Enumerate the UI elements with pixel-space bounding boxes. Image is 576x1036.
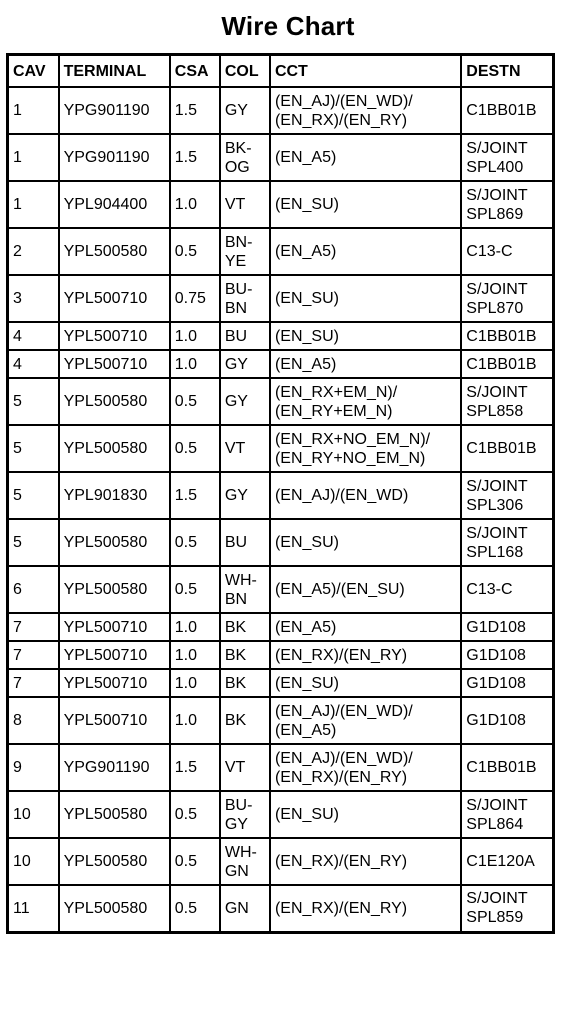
table-row (8, 885, 554, 932)
cell-col: BK (220, 669, 270, 697)
cell-destn: C13-C (461, 228, 553, 275)
cell-cav: 5 (8, 519, 59, 566)
cell-csa: 1.0 (170, 181, 220, 228)
cell-cct: (EN_SU) (270, 181, 461, 228)
table-row (8, 378, 554, 425)
cell-cav: 10 (8, 838, 59, 885)
header-cav: CAV (8, 55, 59, 88)
table-row (8, 744, 554, 791)
cell-destn: S/JOINT SPL858 (461, 378, 553, 425)
cell-cct: (EN_RX)/(EN_RY) (270, 641, 461, 669)
cell-destn: S/JOINT SPL859 (461, 885, 553, 932)
table-row (8, 350, 554, 378)
cell-csa: 1.0 (170, 350, 220, 378)
cell-cct: (EN_SU) (270, 322, 461, 350)
cell-terminal: YPG901190 (59, 744, 170, 791)
table-row (8, 519, 554, 566)
cell-destn: G1D108 (461, 641, 553, 669)
cell-cct: (EN_SU) (270, 669, 461, 697)
table-row (8, 181, 554, 228)
cell-cav: 2 (8, 228, 59, 275)
table-row (8, 566, 554, 613)
cell-terminal: YPL500580 (59, 519, 170, 566)
table-row (8, 425, 554, 472)
cell-col: WH- GN (220, 838, 270, 885)
cell-cct: (EN_A5)/(EN_SU) (270, 566, 461, 613)
cell-csa: 0.5 (170, 425, 220, 472)
cell-col: BK (220, 613, 270, 641)
cell-csa: 0.75 (170, 275, 220, 322)
cell-destn: C1BB01B (461, 744, 553, 791)
cell-csa: 1.0 (170, 697, 220, 744)
table-row (8, 613, 554, 641)
cell-col: BN- YE (220, 228, 270, 275)
cell-col: GY (220, 378, 270, 425)
cell-cct: (EN_AJ)/(EN_WD) (270, 472, 461, 519)
cell-col: VT (220, 425, 270, 472)
cell-destn: S/JOINT SPL168 (461, 519, 553, 566)
cell-terminal: YPL500580 (59, 566, 170, 613)
cell-destn: G1D108 (461, 697, 553, 744)
cell-csa: 1.0 (170, 641, 220, 669)
cell-col: BK (220, 641, 270, 669)
cell-csa: 0.5 (170, 838, 220, 885)
cell-cav: 1 (8, 181, 59, 228)
table-row (8, 87, 554, 134)
cell-terminal: YPL500710 (59, 669, 170, 697)
cell-cct: (EN_A5) (270, 350, 461, 378)
cell-destn: S/JOINT SPL400 (461, 134, 553, 181)
table-row (8, 641, 554, 669)
cell-cav: 8 (8, 697, 59, 744)
cell-destn: S/JOINT SPL864 (461, 791, 553, 838)
cell-destn: S/JOINT SPL869 (461, 181, 553, 228)
table-row (8, 275, 554, 322)
cell-terminal: YPL500710 (59, 613, 170, 641)
cell-cav: 5 (8, 378, 59, 425)
table-row (8, 322, 554, 350)
cell-cav: 1 (8, 87, 59, 134)
cell-col: BK- OG (220, 134, 270, 181)
cell-cct: (EN_SU) (270, 275, 461, 322)
cell-terminal: YPL500710 (59, 697, 170, 744)
cell-cct: (EN_AJ)/(EN_WD)/ (EN_A5) (270, 697, 461, 744)
cell-col: WH- BN (220, 566, 270, 613)
cell-cav: 5 (8, 472, 59, 519)
cell-cct: (EN_A5) (270, 228, 461, 275)
cell-col: VT (220, 181, 270, 228)
cell-destn: C1BB01B (461, 87, 553, 134)
table-row (8, 791, 554, 838)
cell-col: VT (220, 744, 270, 791)
cell-cav: 11 (8, 885, 59, 932)
cell-destn: C1BB01B (461, 322, 553, 350)
cell-destn: C13-C (461, 566, 553, 613)
cell-cav: 7 (8, 613, 59, 641)
table-row (8, 228, 554, 275)
cell-cct: (EN_A5) (270, 134, 461, 181)
cell-cct: (EN_AJ)/(EN_WD)/ (EN_RX)/(EN_RY) (270, 87, 461, 134)
cell-terminal: YPG901190 (59, 87, 170, 134)
cell-cav: 3 (8, 275, 59, 322)
cell-destn: C1BB01B (461, 350, 553, 378)
cell-terminal: YPL500710 (59, 350, 170, 378)
cell-cav: 9 (8, 744, 59, 791)
cell-csa: 1.0 (170, 322, 220, 350)
cell-terminal: YPL500580 (59, 228, 170, 275)
cell-cct: (EN_RX+EM_N)/ (EN_RY+EM_N) (270, 378, 461, 425)
cell-cav: 4 (8, 322, 59, 350)
cell-cct: (EN_RX+NO_EM_N)/ (EN_RY+NO_EM_N) (270, 425, 461, 472)
cell-csa: 1.5 (170, 472, 220, 519)
page-title: Wire Chart (221, 11, 355, 41)
cell-cct: (EN_RX)/(EN_RY) (270, 838, 461, 885)
cell-csa: 0.5 (170, 791, 220, 838)
cell-csa: 1.0 (170, 613, 220, 641)
header-destn: DESTN (461, 55, 553, 88)
cell-cct: (EN_AJ)/(EN_WD)/ (EN_RX)/(EN_RY) (270, 744, 461, 791)
wire-chart-table (6, 53, 555, 934)
cell-terminal: YPL904400 (59, 181, 170, 228)
cell-col: BU- GY (220, 791, 270, 838)
cell-col: GY (220, 472, 270, 519)
cell-terminal: YPL500710 (59, 322, 170, 350)
cell-csa: 1.5 (170, 87, 220, 134)
cell-terminal: YPL500710 (59, 641, 170, 669)
cell-terminal: YPL500580 (59, 791, 170, 838)
cell-csa: 0.5 (170, 566, 220, 613)
cell-cct: (EN_SU) (270, 519, 461, 566)
table-row (8, 669, 554, 697)
cell-col: GN (220, 885, 270, 932)
cell-destn: S/JOINT SPL870 (461, 275, 553, 322)
table-row (8, 472, 554, 519)
cell-cav: 5 (8, 425, 59, 472)
cell-cav: 4 (8, 350, 59, 378)
cell-csa: 0.5 (170, 378, 220, 425)
cell-destn: G1D108 (461, 669, 553, 697)
cell-cct: (EN_SU) (270, 791, 461, 838)
cell-col: BU (220, 322, 270, 350)
cell-cav: 1 (8, 134, 59, 181)
cell-terminal: YPL500710 (59, 275, 170, 322)
cell-destn: C1E120A (461, 838, 553, 885)
cell-csa: 1.0 (170, 669, 220, 697)
cell-cav: 6 (8, 566, 59, 613)
cell-col: BU (220, 519, 270, 566)
cell-cav: 7 (8, 669, 59, 697)
cell-csa: 0.5 (170, 885, 220, 932)
header-terminal: TERMINAL (59, 55, 170, 88)
header-cct: CCT (270, 55, 461, 88)
table-row (8, 838, 554, 885)
cell-destn: G1D108 (461, 613, 553, 641)
header-csa: CSA (170, 55, 220, 88)
cell-terminal: YPG901190 (59, 134, 170, 181)
cell-terminal: YPL901830 (59, 472, 170, 519)
cell-col: GY (220, 350, 270, 378)
cell-terminal: YPL500580 (59, 378, 170, 425)
table-row (8, 134, 554, 181)
cell-terminal: YPL500580 (59, 885, 170, 932)
cell-csa: 0.5 (170, 519, 220, 566)
table-header-row (8, 55, 554, 88)
cell-terminal: YPL500580 (59, 838, 170, 885)
cell-terminal: YPL500580 (59, 425, 170, 472)
cell-col: BU- BN (220, 275, 270, 322)
cell-col: GY (220, 87, 270, 134)
cell-destn: S/JOINT SPL306 (461, 472, 553, 519)
cell-cav: 10 (8, 791, 59, 838)
cell-destn: C1BB01B (461, 425, 553, 472)
cell-col: BK (220, 697, 270, 744)
cell-cct: (EN_A5) (270, 613, 461, 641)
cell-csa: 1.5 (170, 744, 220, 791)
cell-cct: (EN_RX)/(EN_RY) (270, 885, 461, 932)
table-row (8, 697, 554, 744)
header-col: COL (220, 55, 270, 88)
cell-csa: 1.5 (170, 134, 220, 181)
cell-cav: 7 (8, 641, 59, 669)
cell-csa: 0.5 (170, 228, 220, 275)
